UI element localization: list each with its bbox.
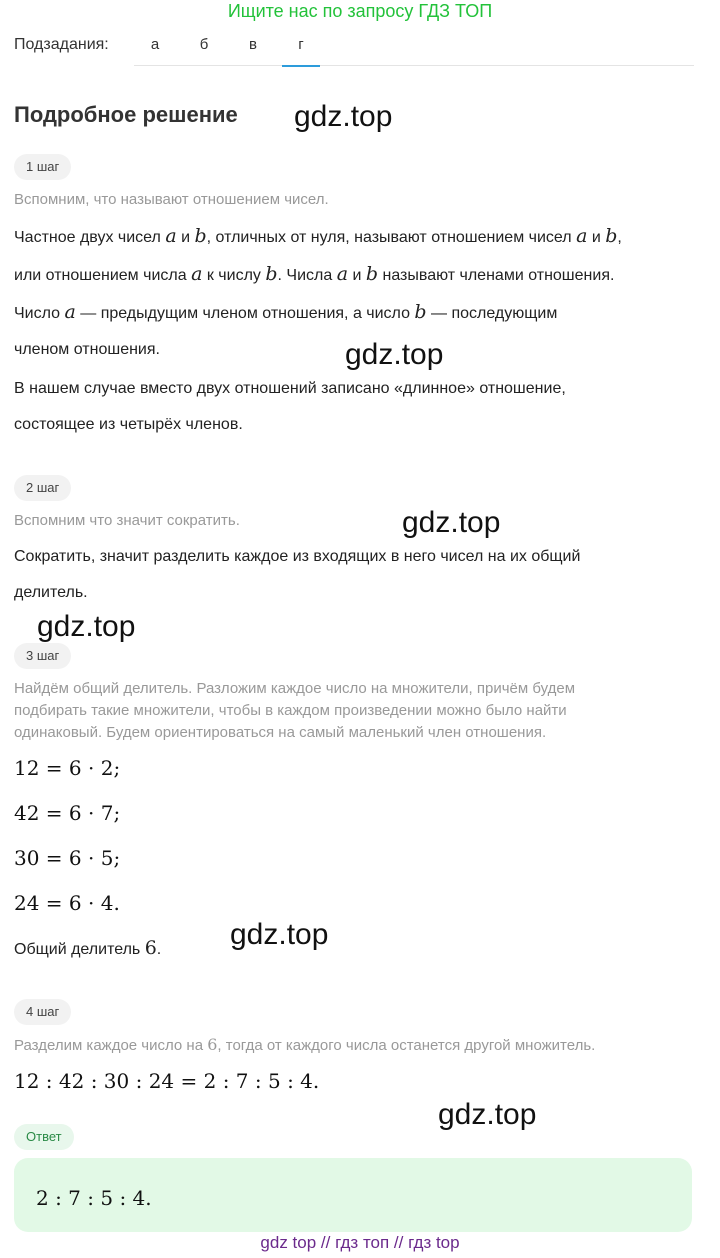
watermark: gdz.top	[37, 610, 136, 643]
equation: 12 : 42 : 30 : 24 = 2 : 7 : 5 : 4.	[14, 1069, 320, 1093]
page-title: Подробное решение	[14, 102, 238, 127]
answer-box	[14, 1158, 692, 1232]
equation: 30 = 6 · 5;	[14, 846, 121, 870]
tab-b[interactable]: б	[199, 36, 209, 53]
step-paragraph: В нашем случае вместо двух отношений записано «длинное» отношение, состоящее из четырёх членов.	[14, 380, 566, 433]
step-hint: Разделим каждое число на 6, тогда от каждого числа останется другой множитель.	[14, 1035, 596, 1054]
tab-a[interactable]: а	[150, 36, 160, 53]
watermark: gdz.top	[345, 338, 444, 371]
answer-value: 2 : 7 : 5 : 4.	[36, 1186, 152, 1210]
search-banner: Ищите нас по запросу ГДЗ ТОП	[227, 1, 493, 21]
step-badge: 2 шаг	[14, 475, 71, 501]
step-paragraph: Сократить, значит разделить каждое из входящих в него чисел на их общий делитель.	[14, 548, 581, 601]
step-hint: Найдём общий делитель. Разложим каждое число на множители, причём будем подбирать такие множители, чтобы в каждом произведении можно было найти одинаковый. Будем ориентироваться на самый маленький член отношения.	[14, 680, 576, 741]
footer-links[interactable]: gdz top // гдз топ // гдз top	[260, 1233, 460, 1252]
answer-badge: Ответ	[14, 1124, 74, 1150]
step-hint: Вспомним что значит сократить.	[14, 512, 240, 529]
step-hint: Вспомним, что называют отношением чисел.	[14, 191, 329, 208]
watermark: gdz.top	[402, 506, 501, 539]
step-badge: 3 шаг	[14, 643, 71, 669]
step-paragraph: Частное двух чисел a и b, отличных от нуля, называют отношением чисел a и b, или отношением числа a к числу b. Числа a и b называют членами отношения. Число a — предыдущим членом отношения, а число b — последующим членом отношения.	[14, 225, 622, 358]
tab-g[interactable]: г	[282, 36, 320, 67]
equation: 12 = 6 · 2;	[14, 756, 121, 780]
watermark: gdz.top	[230, 918, 329, 951]
equation: 24 = 6 · 4.	[14, 891, 120, 915]
watermark: gdz.top	[438, 1098, 537, 1131]
equation: 42 = 6 · 7;	[14, 801, 121, 825]
step-badge: 1 шаг	[14, 154, 71, 180]
subtasks-label: Подзадания:	[14, 36, 109, 53]
step-conclusion: Общий делитель 6.	[14, 937, 162, 959]
subtasks-bar	[14, 36, 694, 66]
tab-v[interactable]: в	[249, 36, 257, 53]
step-badge: 4 шаг	[14, 999, 71, 1025]
watermark: gdz.top	[294, 100, 393, 133]
subtasks-divider	[134, 65, 694, 66]
